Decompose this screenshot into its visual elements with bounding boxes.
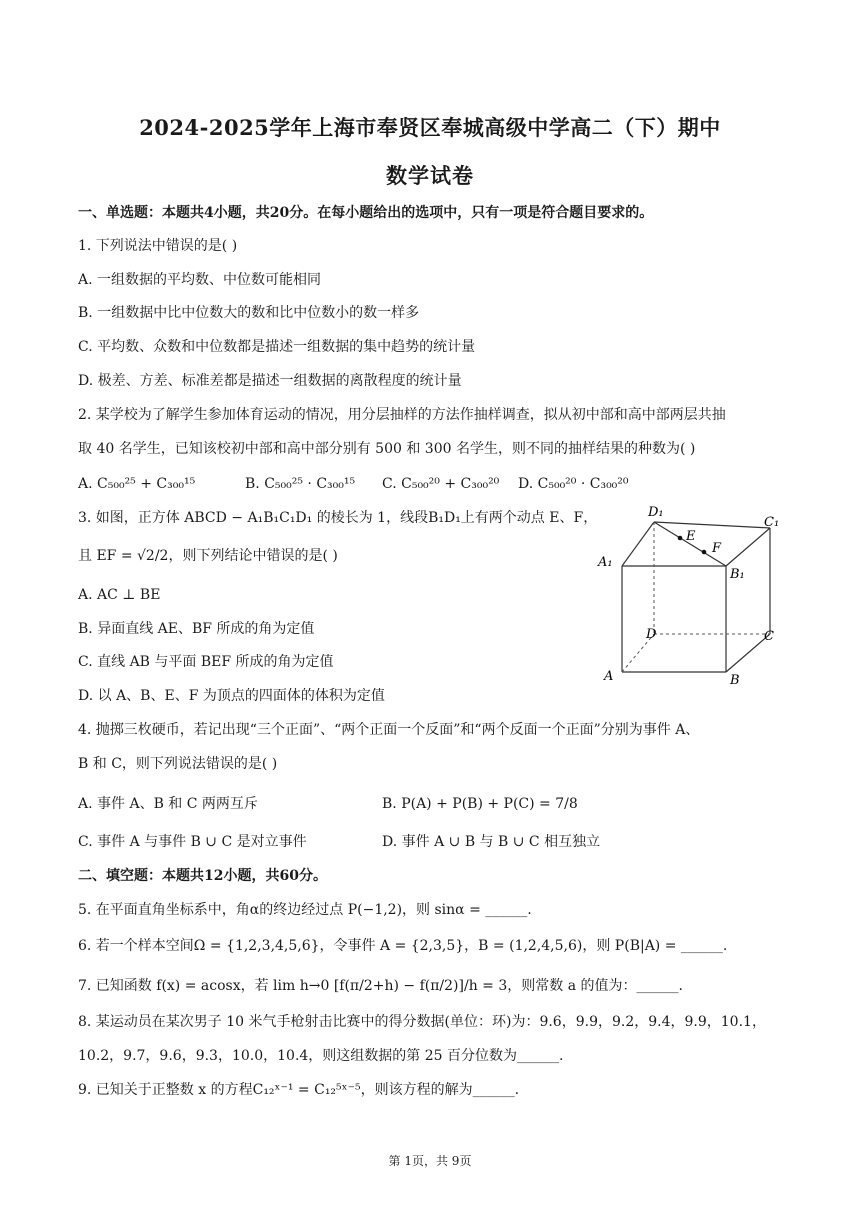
q3-option-b: B. 异面直线 AE、BF 所成的角为定值 <box>78 621 315 637</box>
q7-text: 7. 已知函数 f(x) = acosx，若 lim h→0 [f(π/2+h) − f(π/2)]/h = 3，则常数 a 的值为：______. <box>78 978 683 994</box>
q6-text: 6. 若一个样本空间Ω = {1,2,3,4,5,6}，令事件 A = {2,3,5}，B = (1,2,4,5,6)，则 P(B|A) = ______. <box>78 938 728 954</box>
q1-option-c: C. 平均数、众数和中位数都是描述一组数据的集中趋势的统计量 <box>78 339 476 355</box>
q2-option-b: B. C₅₀₀²⁵ · C₃₀₀¹⁵ <box>245 476 356 492</box>
q5-text: 5. 在平面直角坐标系中，角α的终边经过点 P(−1,2)，则 sinα = ______. <box>78 902 532 918</box>
q2-option-a: A. C₅₀₀²⁵ + C₃₀₀¹⁵ <box>78 476 196 492</box>
q1-stem: 1. 下列说法中错误的是( ) <box>78 238 238 254</box>
exam-subtitle: 数学试卷 <box>386 163 474 188</box>
q2-option-c: C. C₅₀₀²⁰ + C₃₀₀²⁰ <box>382 476 500 492</box>
q4-option-a: A. 事件 A、B 和 C 两两互斥 <box>78 796 258 812</box>
q1-option-a: A. 一组数据的平均数、中位数可能相同 <box>78 272 322 288</box>
q2-stem-line1: 2. 某学校为了解学生参加体育运动的情况，用分层抽样的方法作抽样调查，拟从初中部和高中部两层共抽 <box>78 407 726 423</box>
q3-option-a: A. AC ⊥ BE <box>78 587 161 603</box>
q2-option-d: D. C₅₀₀²⁰ · C₃₀₀²⁰ <box>518 476 629 492</box>
q4-option-d: D. 事件 A ∪ B 与 B ∪ C 相互独立 <box>382 834 601 850</box>
q3-option-c: C. 直线 AB 与平面 BEF 所成的角为定值 <box>78 654 334 670</box>
q8-line2: 10.2，9.7，9.6，9.3，10.0，10.4，则这组数据的第 25 百分位数为______. <box>78 1048 564 1064</box>
section-1-heading: 一、单选题：本题共4小题，共20分。在每小题给出的选项中，只有一项是符合题目要求的。 <box>78 205 654 221</box>
label-E: E <box>686 529 696 544</box>
label-B: B <box>730 673 740 688</box>
q2-stem-line2: 取 40 名学生，已知该校初中部和高中部分别有 500 和 300 名学生，则不同的抽样结果的种数为( ) <box>78 441 696 457</box>
label-F: F <box>712 541 722 556</box>
label-C: C <box>764 629 774 644</box>
page-footer: 第 1页，共 9页 <box>388 1154 472 1168</box>
label-D1: D₁ <box>648 505 664 520</box>
label-B1: B₁ <box>730 567 745 582</box>
q4-option-c: C. 事件 A 与事件 B ∪ C 是对立事件 <box>78 834 307 850</box>
q4-stem-line2: B 和 C，则下列说法错误的是( ) <box>78 756 278 772</box>
q8-line1: 8. 某运动员在某次男子 10 米气手枪射击比赛中的得分数据(单位：环)为：9.6，9.9，9.2，9.4，9.9，10.1， <box>78 1014 766 1030</box>
exam-title: 2024-2025学年上海市奉贤区奉城高级中学高二（下）期中 <box>139 115 721 140</box>
q1-option-b: B. 一组数据中比中位数大的数和比中位数小的数一样多 <box>78 305 420 321</box>
section-2-heading: 二、填空题：本题共12小题，共60分。 <box>78 868 327 884</box>
q3-stem-line2: 且 EF = √2/2，则下列结论中错误的是( ) <box>78 548 338 564</box>
label-D: D <box>646 627 657 642</box>
label-C1: C₁ <box>764 515 780 530</box>
q4-option-b: B. P(A) + P(B) + P(C) = 7/8 <box>382 796 578 812</box>
cube-figure <box>592 500 792 700</box>
q9-text: 9. 已知关于正整数 x 的方程C₁₂ˣ⁻¹ = C₁₂⁵ˣ⁻⁵，则该方程的解为______. <box>78 1082 520 1098</box>
q4-stem-line1: 4. 抛掷三枚硬币，若记出现“三个正面”、“两个正面一个反面”和“两个反面一个正面”分别为事件 A、 <box>78 722 700 738</box>
label-A: A <box>604 669 614 684</box>
label-A1: A₁ <box>598 555 613 570</box>
q3-stem-line1: 3. 如图，正方体 ABCD − A₁B₁C₁D₁ 的棱长为 1，线段B₁D₁上有两个动点 E、F， <box>78 510 598 526</box>
q1-option-d: D. 极差、方差、标准差都是描述一组数据的离散程度的统计量 <box>78 373 462 389</box>
q3-option-d: D. 以 A、B、E、F 为顶点的四面体的体积为定值 <box>78 688 385 704</box>
